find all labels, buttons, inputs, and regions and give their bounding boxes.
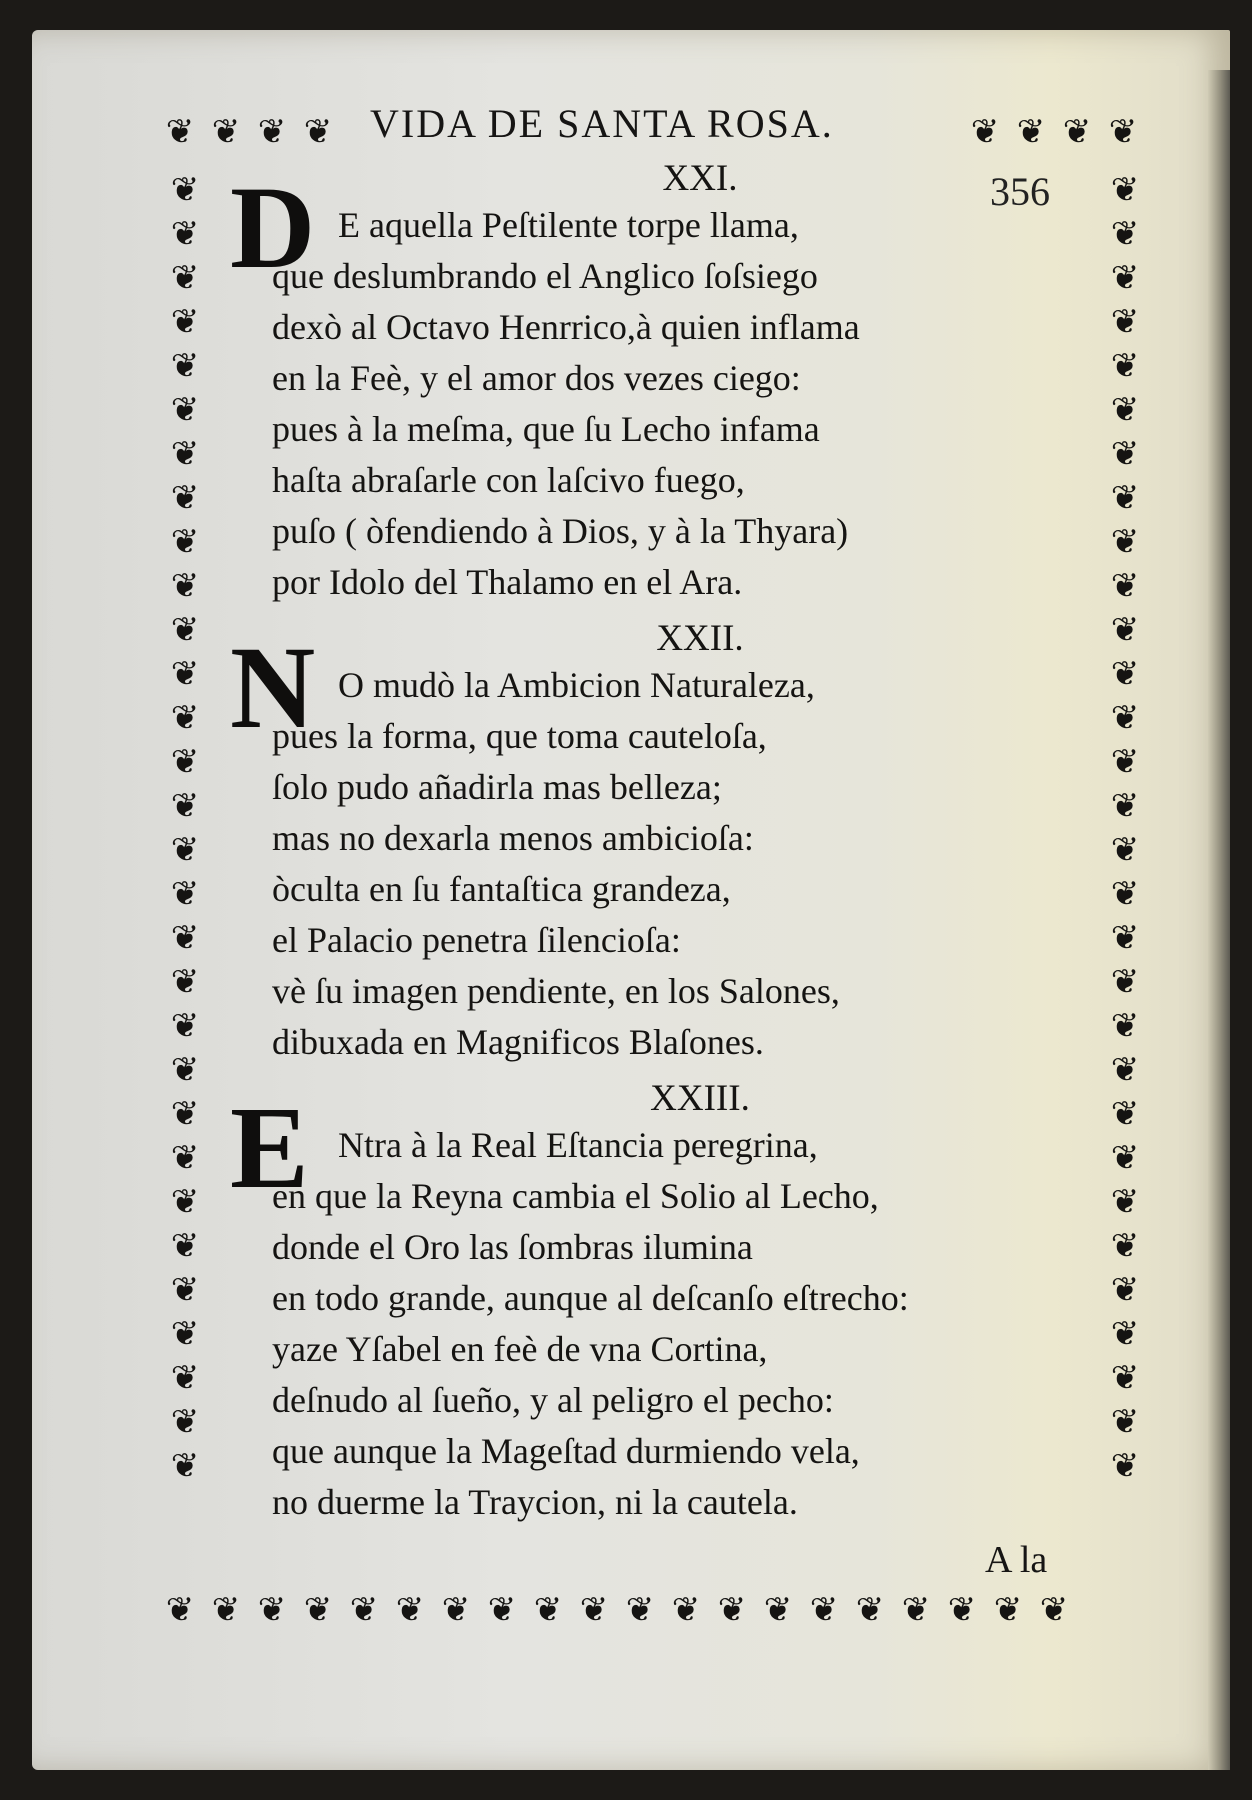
fleuron-icon: ❦ [1110,1050,1140,1090]
fleuron-icon: ❦ [1110,434,1140,474]
fleuron-icon: ❦ [170,478,200,518]
fleuron-icon: ❦ [1110,478,1140,518]
fleuron-icon: ❦ [1110,918,1140,958]
fleuron-icon: ❦ [1110,390,1140,430]
fleuron-icon: ❦ [1110,874,1140,914]
verse-line: deſnudo al ſueño, y al peligro el pecho: [272,1380,834,1420]
fleuron-icon: ❦ [1110,698,1140,738]
fleuron-icon: ❦ [1039,1590,1069,1630]
fleuron-icon: ❦ [1110,1402,1140,1442]
fleuron-icon: ❦ [1110,1138,1140,1178]
fleuron-icon: ❦ [1110,522,1140,562]
fleuron-icon: ❦ [211,112,241,152]
fleuron-icon: ❦ [625,1590,655,1630]
stanza-22 [230,618,1070,1068]
fleuron-icon: ❦ [170,1358,200,1398]
fleuron-icon: ❦ [993,1590,1023,1630]
page-number: 356 [990,169,1050,214]
fleuron-icon: ❦ [1110,742,1140,782]
verse-line: dibuxada en Magnificos Blaſones. [272,1022,764,1062]
fleuron-icon: ❦ [211,1590,241,1630]
fleuron-icon: ❦ [303,1590,333,1630]
drop-cap: E [230,1082,309,1213]
fleuron-icon: ❦ [1110,214,1140,254]
fleuron-icon: ❦ [1110,566,1140,606]
fleuron-icon: ❦ [947,1590,977,1630]
fleuron-icon: ❦ [1110,302,1140,342]
verse-line: en la Feè, y el amor dos vezes ciego: [272,358,801,398]
fleuron-icon: ❦ [170,434,200,474]
verse-line: el Palacio penetra ſilencioſa: [272,920,681,960]
verse-line: ſolo pudo añadirla mas belleza; [272,767,722,807]
fleuron-icon: ❦ [1110,1006,1140,1046]
stanza-numeral: XXIII. [650,1078,750,1119]
running-title: VIDA DE SANTA ROSA. [370,101,834,146]
fleuron-icon: ❦ [170,830,200,870]
verse-line: que deslumbrando el Anglico ſoſsiego [272,256,818,296]
fleuron-icon: ❦ [170,1270,200,1310]
verse-line: vè ſu imagen pendiente, en los Salones, [272,971,840,1011]
fleuron-icon: ❦ [170,1094,200,1134]
fleuron-icon: ❦ [1110,258,1140,298]
fleuron-icon: ❦ [1110,786,1140,826]
drop-cap: N [230,622,316,753]
fleuron-icon: ❦ [170,1446,200,1486]
stanza-numeral: XXI. [662,158,738,199]
fleuron-icon: ❦ [1110,610,1140,650]
fleuron-icon: ❦ [170,1314,200,1354]
fleuron-icon: ❦ [579,1590,609,1630]
fleuron-icon: ❦ [170,742,200,782]
fleuron-icon: ❦ [170,786,200,826]
fleuron-icon: ❦ [717,1590,747,1630]
fleuron-icon: ❦ [1110,1314,1140,1354]
fleuron-icon: ❦ [1110,1182,1140,1222]
fleuron-icon: ❦ [855,1590,885,1630]
fleuron-icon: ❦ [1110,170,1140,210]
fleuron-icon: ❦ [487,1590,517,1630]
fleuron-icon: ❦ [170,874,200,914]
catchword: A la [985,1539,1048,1581]
verse-line: donde el Oro las ſombras ilumina [272,1227,753,1267]
fleuron-icon: ❦ [170,566,200,606]
verse-line: pues à la meſma, que ſu Lecho infama [272,409,820,449]
fleuron-icon: ❦ [170,1006,200,1046]
top-border-left [160,112,338,152]
fleuron-icon: ❦ [1110,1358,1140,1398]
bottom-border [160,1590,1074,1630]
fleuron-icon: ❦ [170,918,200,958]
fleuron-icon: ❦ [170,1182,200,1222]
fleuron-icon: ❦ [170,962,200,1002]
fleuron-icon: ❦ [1110,1226,1140,1266]
fleuron-icon: ❦ [170,1050,200,1090]
left-border [165,170,205,1486]
verse-line: Ntra à la Real Eſtancia peregrina, [338,1125,818,1165]
fleuron-icon: ❦ [170,654,200,694]
fleuron-icon: ❦ [170,214,200,254]
stanza-23 [230,1078,1070,1528]
verse-line: que aunque la Mageſtad durmiendo vela, [272,1431,860,1471]
fleuron-icon: ❦ [165,1590,195,1630]
fleuron-icon: ❦ [1110,830,1140,870]
verse-line: O mudò la Ambicion Naturaleza, [338,665,815,705]
fleuron-icon: ❦ [1108,112,1138,152]
right-border [1105,170,1145,1486]
verse-line: pues la forma, que toma cauteloſa, [272,716,767,756]
fleuron-icon: ❦ [170,1138,200,1178]
fleuron-icon: ❦ [170,390,200,430]
fleuron-icon: ❦ [441,1590,471,1630]
fleuron-icon: ❦ [170,346,200,386]
fleuron-icon: ❦ [671,1590,701,1630]
fleuron-icon: ❦ [1110,346,1140,386]
fleuron-icon: ❦ [349,1590,379,1630]
verse-line: E aquella Peſtilente torpe llama, [338,205,799,245]
fleuron-icon: ❦ [901,1590,931,1630]
fleuron-icon: ❦ [303,112,333,152]
fleuron-icon: ❦ [1110,962,1140,1002]
drop-cap: D [230,162,316,293]
fleuron-icon: ❦ [170,1402,200,1442]
fleuron-icon: ❦ [170,302,200,342]
fleuron-icon: ❦ [170,258,200,298]
fleuron-icon: ❦ [395,1590,425,1630]
verse-line: yaze Yſabel en feè de vna Cortina, [272,1329,768,1369]
fleuron-icon: ❦ [1016,112,1046,152]
fleuron-icon: ❦ [1110,654,1140,694]
fleuron-icon: ❦ [1110,1094,1140,1134]
stanza-21 [230,158,1070,608]
fleuron-icon: ❦ [257,1590,287,1630]
fleuron-icon: ❦ [533,1590,563,1630]
verse-line: en que la Reyna cambia el Solio al Lecho, [272,1176,879,1216]
verse-line: puſo ( òfendiendo à Dios, y à la Thyara) [272,511,849,551]
verse-line: dexò al Octavo Henrrico,à quien inflama [272,307,860,347]
fleuron-icon: ❦ [257,112,287,152]
verse-line: haſta abraſarle con laſcivo fuego, [272,460,745,500]
verse-line: en todo grande, aunque al deſcanſo eſtrecho: [272,1278,909,1318]
verse-line: mas no dexarla menos ambicioſa: [272,818,754,858]
fleuron-icon: ❦ [1110,1270,1140,1310]
top-border-right [965,112,1143,152]
fleuron-icon: ❦ [170,1226,200,1266]
fleuron-icon: ❦ [763,1590,793,1630]
fleuron-icon: ❦ [1110,1446,1140,1486]
fleuron-icon: ❦ [170,522,200,562]
verse-line: no duerme la Traycion, ni la cautela. [272,1482,798,1522]
stanza-numeral: XXII. [656,618,744,659]
fleuron-icon: ❦ [170,698,200,738]
fleuron-icon: ❦ [165,112,195,152]
fleuron-icon: ❦ [170,610,200,650]
verse-line: por Idolo del Thalamo en el Ara. [272,562,743,602]
fleuron-icon: ❦ [1062,112,1092,152]
fleuron-icon: ❦ [970,112,1000,152]
fleuron-icon: ❦ [170,170,200,210]
fleuron-icon: ❦ [809,1590,839,1630]
book-spine [1208,70,1230,1770]
verse-line: òculta en ſu fantaſtica grandeza, [272,869,731,909]
